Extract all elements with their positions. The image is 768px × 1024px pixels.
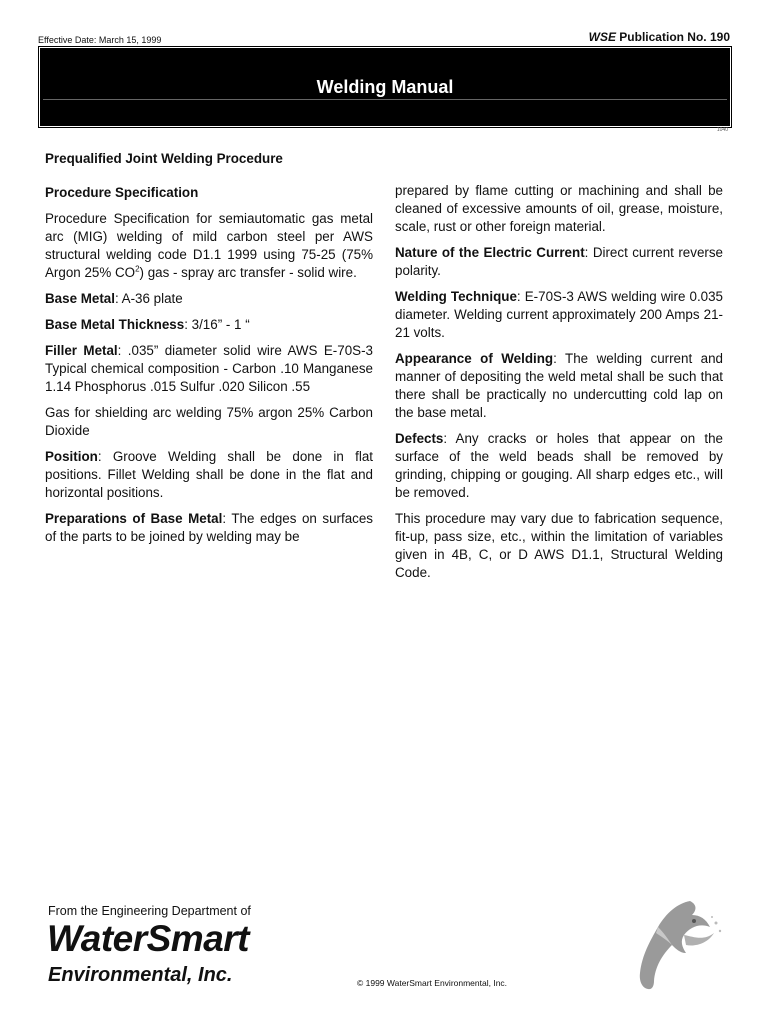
brand-name: WaterSmart bbox=[47, 918, 250, 959]
technique-paragraph: Welding Technique: E-70S-3 AWS welding wire 0.035 diameter. Welding current approximately 200 Amps 21-21 volts. bbox=[395, 289, 724, 340]
closing-paragraph: This procedure may vary due to fabrication sequence, fit-up, pass size, etc., within the limitation of variables given in 4B, C, or D AWS D1.1, Structural Welding Code. bbox=[395, 511, 723, 580]
publication-number-text: Publication No. 190 bbox=[615, 30, 730, 44]
section-heading: Prequalified Joint Welding Procedure bbox=[45, 151, 283, 166]
document-code: 1040 bbox=[716, 127, 728, 133]
banner-rule bbox=[43, 99, 727, 100]
appearance-paragraph: Appearance of Welding: The welding current and manner of depositing the weld metal shall be such that there shall be practically no undercutting cold lap on the base metal. bbox=[395, 351, 723, 420]
left-column bbox=[45, 150, 373, 554]
position-paragraph: Position: Groove Welding shall be done in flat positions. Fillet Welding shall be done in the flat and horizontal positions. bbox=[45, 449, 373, 500]
electric-current-paragraph: Nature of the Electric Current: Direct current reverse polarity. bbox=[395, 245, 723, 278]
procedure-paragraph: Procedure Specification for semiautomatic gas metal arc (MIG) welding of mild carbon steel per AWS structural welding code D1.1 1999 using 75-25 (75% Argon 25% $CO^2$) gas - spray arc transfer - solid wire. bbox=[45, 211, 373, 280]
brand-subtitle: Environmental, Inc. bbox=[48, 964, 233, 986]
publication-number bbox=[589, 30, 730, 44]
preparation-paragraph: Preparations of Base Metal: The edges on surfaces of the parts to be joined by welding may be bbox=[45, 511, 374, 544]
defects-paragraph: Defects: Any cracks or holes that appear on the surface of the weld beads shall be removed by grinding, chipping or gouging. All sharp edges etc., will be removed. bbox=[395, 431, 723, 500]
base-metal-paragraph: Base Metal: A-36 plate bbox=[45, 291, 183, 306]
procedure-heading: Procedure Specification bbox=[45, 185, 199, 200]
right-column bbox=[395, 182, 723, 590]
thickness-paragraph: Base Metal Thickness: 3/16” - 1 “ bbox=[45, 317, 250, 332]
department-line: From the Engineering Department of bbox=[48, 904, 251, 918]
preparation-continued: prepared by flame cutting or machining and shall be cleaned of excessive amounts of oil, grease, moisture, scale, rust or other foreign material. bbox=[395, 183, 723, 234]
page-title: Welding Manual bbox=[316, 77, 454, 97]
dolphin-icon bbox=[628, 893, 728, 993]
copyright: © 1999 WaterSmart Environmental, Inc. bbox=[357, 978, 508, 988]
title-banner bbox=[38, 46, 732, 128]
gas-paragraph: Gas for shielding arc welding 75% argon 25% Carbon Dioxide bbox=[45, 405, 373, 438]
publication-prefix: WSE bbox=[588, 30, 616, 44]
filler-metal-paragraph: Filler Metal: .035” diameter solid wire AWS E-70S-3 Typical chemical composition - Carbon .10 Manganese 1.14 Phosphorus .015 Sulfur .020 Silicon .55 bbox=[45, 343, 373, 394]
effective-date: Effective Date: March 15, 1999 bbox=[38, 35, 162, 45]
